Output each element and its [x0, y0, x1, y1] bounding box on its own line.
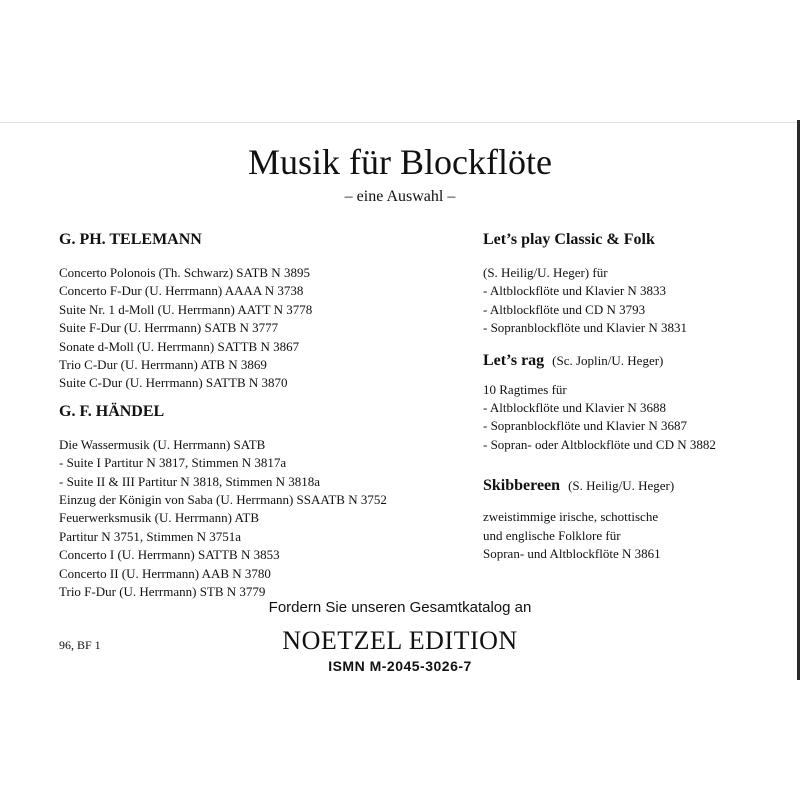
list-item: Partitur N 3751, Stimmen N 3751a: [59, 528, 241, 544]
rag-section: [483, 351, 783, 455]
haendel-list: [59, 436, 459, 602]
list-item: Suite F-Dur (U. Herrmann) SATB N 3777: [59, 320, 279, 336]
list-item: Sopran- und Altblockflöte N 3861: [483, 546, 661, 562]
list-item: Concerto I (U. Herrmann) SATTB N 3853: [59, 547, 280, 563]
page-top-band: [0, 0, 800, 123]
list-item: Suite Nr. 1 d-Moll (U. Herrmann) AATT N 3778: [59, 301, 313, 317]
catalog-code: 96, BF 1: [59, 638, 101, 652]
list-item: 10 Ragtimes für: [483, 381, 567, 397]
list-item: - Suite II & III Partitur N 3818, Stimmen N 3818a: [59, 473, 321, 489]
list-item: Concerto II (U. Herrmann) AAB N 3780: [59, 565, 271, 581]
skibbereen-list: [483, 508, 783, 563]
list-item: (S. Heilig/U. Heger) für: [483, 265, 608, 280]
list-item: zweistimmige irische, schottische: [483, 509, 659, 525]
rag-list: [483, 381, 783, 455]
telemann-heading: G. PH. TELEMANN: [59, 231, 202, 248]
list-item: Suite C-Dur (U. Herrmann) SATTB N 3870: [59, 375, 288, 391]
skibbereen-section: [483, 476, 783, 563]
list-item: Trio F-Dur (U. Herrmann) STB N 3779: [59, 584, 266, 600]
haendel-heading: G. F. HÄNDEL: [59, 402, 165, 420]
list-item: - Altblockflöte und Klavier N 3833: [483, 283, 667, 299]
rag-heading-line: [483, 351, 783, 371]
telemann-list: [59, 264, 459, 393]
telemann-section: [59, 230, 459, 393]
list-item: Einzug der Königin von Saba (U. Herrmann) SSAATB N 3752: [59, 492, 387, 508]
classic-folk-section: [483, 230, 783, 338]
ismn-number: ISMN M-2045-3026-7: [328, 658, 472, 674]
classic-folk-list: [483, 264, 783, 338]
list-item: und englische Folklore für: [483, 527, 621, 543]
list-item: Die Wassermusik (U. Herrmann) SATB: [59, 436, 266, 452]
list-item: - Altblockflöte und Klavier N 3688: [483, 400, 667, 416]
list-item: Concerto Polonois (Th. Schwarz) SATB N 3895: [59, 265, 310, 280]
list-item: - Sopranblockflöte und Klavier N 3687: [483, 418, 687, 434]
list-item: Concerto F-Dur (U. Herrmann) AAAA N 3738: [59, 283, 304, 299]
list-item: Sonate d-Moll (U. Herrmann) SATTB N 3867: [59, 338, 300, 354]
haendel-section: [59, 402, 459, 602]
catalog-request-text: Fordern Sie unseren Gesamtkatalog an: [268, 599, 532, 616]
skibbereen-heading-line: [483, 476, 783, 496]
skibbereen-heading-note: (S. Heilig/U. Heger): [568, 478, 675, 494]
list-item: - Suite I Partitur N 3817, Stimmen N 3817a: [59, 455, 287, 471]
rag-heading-note: (Sc. Joplin/U. Heger): [552, 352, 664, 368]
classic-folk-heading: Let’s play Classic & Folk: [483, 231, 655, 248]
publisher-name: NOETZEL EDITION: [282, 626, 518, 655]
list-item: Feuerwerksmusik (U. Herrmann) ATB: [59, 510, 260, 526]
list-item: - Sopranblockflöte und Klavier N 3831: [483, 320, 687, 336]
page-subtitle: – eine Auswahl –: [344, 188, 456, 205]
skibbereen-heading: Skibbereen: [483, 477, 561, 495]
rag-heading: Let’s rag: [483, 351, 545, 369]
right-column: [483, 230, 783, 563]
list-item: - Altblockflöte und CD N 3793: [483, 301, 646, 317]
page-title: Musik für Blockflöte: [248, 142, 552, 182]
list-item: - Sopran- oder Altblockflöte und CD N 3882: [483, 436, 716, 452]
left-column: [59, 230, 459, 602]
list-item: Trio C-Dur (U. Herrmann) ATB N 3869: [59, 357, 267, 373]
